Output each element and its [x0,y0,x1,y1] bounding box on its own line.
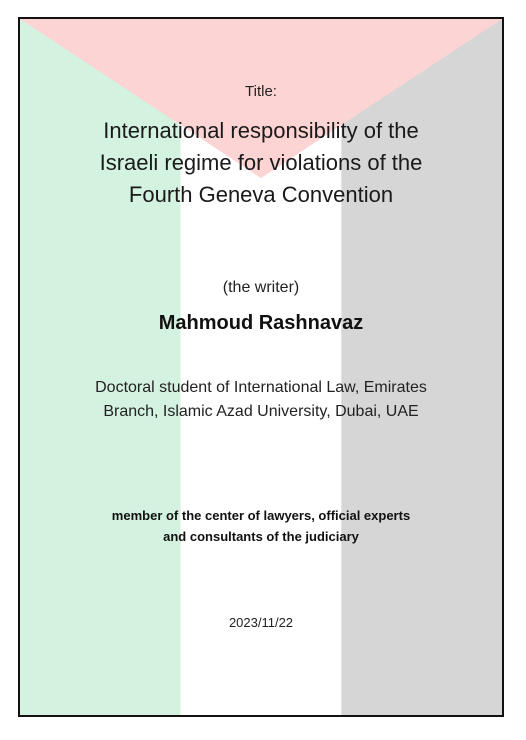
title-line: Fourth Geneva Convention [128,182,394,207]
document-date: 2023/11/22 [228,615,294,630]
title-line: International responsibility of the [103,118,419,143]
membership-line: and consultants of the judiciary [163,529,359,544]
affiliation-line: Branch, Islamic Azad University, Dubai, UAE [103,403,419,420]
title-line: Israeli regime for violations of the [99,150,423,175]
title-label: Title: [245,83,277,100]
membership-line: member of the center of lawyers, official experts [111,508,411,523]
writer-label: (the writer) [222,279,300,296]
author-membership [60,505,462,547]
document-title [60,115,462,211]
cover-page [18,17,504,717]
cover-content [20,19,502,715]
affiliation-line: Doctoral student of International Law, Emirates [95,379,427,396]
author-name: Mahmoud Rashnavaz [158,312,364,334]
author-affiliation [60,376,462,424]
